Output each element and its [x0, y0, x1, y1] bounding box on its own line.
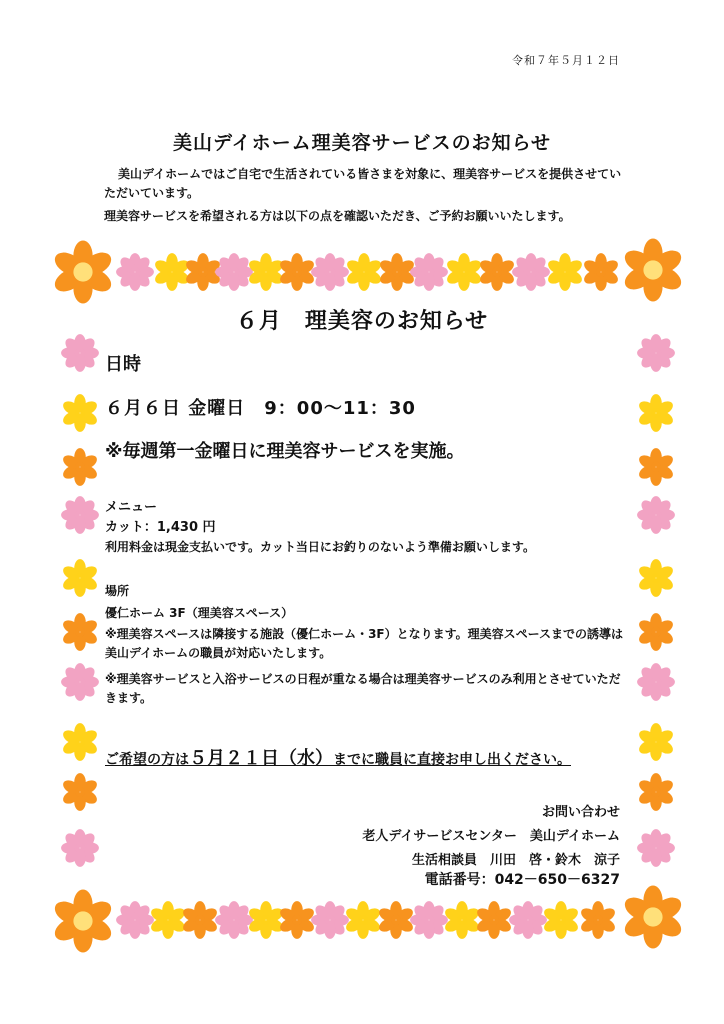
orange-flower-icon [51, 890, 115, 953]
pink-flower-icon [61, 496, 99, 534]
datetime-value: ６月６日 金曜日 9：00～11：30 [105, 398, 416, 419]
page-title: 美山デイホーム理美容サービスのお知らせ [172, 132, 552, 154]
orange-flower-icon [475, 901, 513, 939]
pink-flower-icon [637, 334, 675, 372]
orange-flower-icon [61, 773, 99, 811]
pink-flower-icon [637, 829, 675, 867]
menu-price: カット：1,430 円 [105, 520, 216, 535]
pink-flower-icon [61, 829, 99, 867]
yellow-flower-icon [542, 901, 580, 939]
orange-flower-icon [637, 613, 675, 651]
yellow-flower-icon [61, 559, 99, 597]
orange-flower-icon [621, 239, 685, 302]
orange-flower-icon [61, 448, 99, 486]
yellow-flower-icon [153, 253, 191, 291]
orange-flower-icon [51, 241, 115, 304]
datetime-label: 日時 [105, 354, 141, 375]
orange-flower-icon [478, 253, 516, 291]
orange-flower-icon [621, 886, 685, 949]
deadline-suffix: までに職員に直接お申し出ください。 [333, 752, 571, 768]
place-note: ※理美容スペースは隣接する施設（優仁ホーム・3F）となります。理美容スペースまでの誘導は美山デイホームの職員が対応いたします。 [105, 627, 624, 660]
pink-flower-icon [215, 253, 253, 291]
deadline-notice [105, 744, 571, 770]
pink-flower-icon [509, 901, 547, 939]
deadline-weekday: （水） [279, 748, 333, 769]
pink-flower-icon [61, 663, 99, 701]
orange-flower-icon [278, 253, 316, 291]
contact-staff: 生活相談員 川田 啓・鈴木 涼子 [411, 853, 620, 868]
orange-flower-icon [377, 901, 415, 939]
place-name: 優仁ホーム 3F（理美容スペース） [105, 606, 294, 620]
contact-label: お問い合わせ [541, 805, 620, 820]
yellow-flower-icon [637, 723, 675, 761]
orange-flower-icon [582, 253, 620, 291]
yellow-flower-icon [443, 901, 481, 939]
pink-flower-icon [116, 253, 154, 291]
deadline-prefix: ご希望の方は [105, 752, 189, 768]
pink-flower-icon [116, 901, 154, 939]
monthly-note: ※毎週第一金曜日に理美容サービスを実施。 [105, 441, 465, 462]
yellow-flower-icon [345, 253, 383, 291]
yellow-flower-icon [546, 253, 584, 291]
pink-flower-icon [311, 901, 349, 939]
deadline-date: ５月２１日 [189, 748, 279, 769]
pink-flower-icon [410, 253, 448, 291]
bath-note: ※理美容サービスと入浴サービスの日程が重なる場合は理美容サービスのみ利用とさせていただきます。 [105, 672, 621, 705]
yellow-flower-icon [445, 253, 483, 291]
orange-flower-icon [579, 901, 617, 939]
pink-flower-icon [61, 334, 99, 372]
document-date: 令和７年５月１２日 [512, 54, 620, 67]
intro-paragraph: 美山デイホームではご自宅で生活されている皆さまを対象に、理美容サービスを提供させていただいています。 [104, 167, 622, 200]
pink-flower-icon [637, 496, 675, 534]
pink-flower-icon [311, 253, 349, 291]
intro-request: 理美容サービスを希望される方は以下の点を確認いただき、ご予約お願いいたします。 [104, 209, 571, 223]
orange-flower-icon [637, 773, 675, 811]
yellow-flower-icon [61, 723, 99, 761]
yellow-flower-icon [149, 901, 187, 939]
contact-phone: 電話番号：042－650－6327 [424, 872, 620, 888]
yellow-flower-icon [344, 901, 382, 939]
menu-label: メニュー [105, 500, 158, 515]
pink-flower-icon [637, 663, 675, 701]
pink-flower-icon [215, 901, 253, 939]
pink-flower-icon [410, 901, 448, 939]
orange-flower-icon [61, 613, 99, 651]
payment-note: 利用料金は現金支払いです。カット当日にお釣りのないよう準備お願いします。 [105, 540, 535, 554]
pink-flower-icon [512, 253, 550, 291]
orange-flower-icon [637, 448, 675, 486]
orange-flower-icon [278, 901, 316, 939]
contact-center: 老人デイサービスセンター 美山デイホーム [362, 829, 620, 844]
yellow-flower-icon [61, 394, 99, 432]
yellow-flower-icon [637, 559, 675, 597]
orange-flower-icon [181, 901, 219, 939]
place-label: 場所 [105, 584, 130, 598]
event-title: ６月 理美容のお知らせ [235, 309, 489, 334]
yellow-flower-icon [637, 394, 675, 432]
